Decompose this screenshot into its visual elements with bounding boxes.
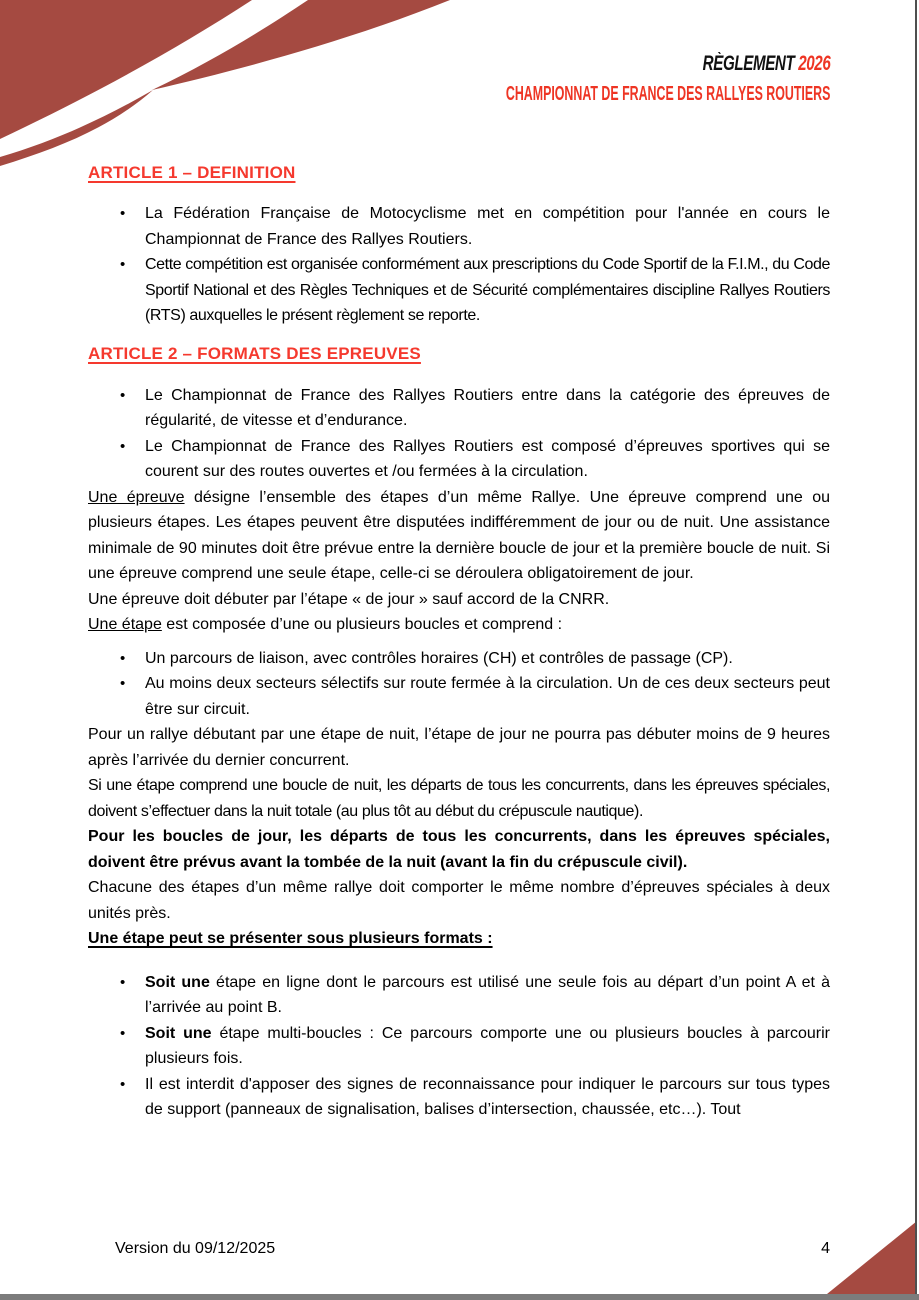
formats-bullet-list <box>88 970 830 1123</box>
list-item-rest: étape multi-boucles : Ce parcours comporte une ou plusieurs boucles à parcourir plusieurs fois. <box>145 1024 831 1067</box>
paragraph-etape <box>88 612 830 638</box>
list-item <box>88 970 830 1021</box>
list-item <box>88 252 830 329</box>
bold-lead: Soit une <box>145 973 210 991</box>
article-2-bullet-list <box>88 383 830 485</box>
championnat-subtitle: CHAMPIONNAT DE FRANCE DES RALLYES ROUTIERS <box>505 83 830 105</box>
etape-bullet-list <box>88 646 830 723</box>
list-item <box>88 201 830 252</box>
list-item-text: Le Championnat de France des Rallyes Routiers est composé d’épreuves sportives qui se courent sur des routes ouvertes et /ou fermées à la circulation. <box>145 437 830 480</box>
reglement-word: RÈGLEMENT <box>702 52 798 75</box>
version-label: Version du 09/12/2025 <box>115 1240 276 1257</box>
paragraph-epreuve <box>88 485 830 613</box>
paragraph-departs-jour-bold: Pour les boucles de jour, les départs de tous les concurrents, dans les épreuves spéciales, doivent être prévus avant la tombée de la nuit (avant la fin du crépuscule civil). <box>88 828 830 871</box>
formats-subheading: Une étape peut se présenter sous plusieurs formats : <box>88 930 493 947</box>
paragraph-chacune-etapes: Chacune des étapes d’un même rallye doit comporter le même nombre d’épreuves spéciales à deux unités près. <box>88 879 830 922</box>
etape-body-text: est composée d’une ou plusieurs boucles et comprend : <box>161 616 563 633</box>
bullet-dot: • <box>120 437 126 455</box>
list-item <box>88 671 830 722</box>
bullet-dot: • <box>120 649 126 667</box>
paragraph-rallye-nuit: Pour un rallye débutant par une étape de nuit, l’étape de jour ne pourra pas débuter moins de 9 heures après l’arrivée du dernier concurrent. <box>88 726 830 769</box>
corner-triangle-shape <box>827 1221 917 1294</box>
epreuve-body-text: désigne l’ensemble des étapes d’un même Rallye. Une épreuve comprend une ou plusieurs étapes. Les étapes peuvent être disputées indifféremment de jour ou de nuit. Une assistance minimale de 90 minutes doit être prévue entre la dernière boucle de jour et la première boucle de nuit. Si une épreuve comprend une seule étape, celle-ci se déroulera obligatoirement de jour. <box>88 488 830 582</box>
page-number: 4 <box>821 1240 830 1257</box>
document-body <box>88 0 830 1123</box>
article-2-heading: ARTICLE 2 – FORMATS DES EPREUVES <box>88 343 421 363</box>
etape-lead-underlined: Une étape <box>88 616 162 633</box>
list-item <box>88 1021 830 1072</box>
list-item-rest: étape en ligne dont le parcours est utilisé une seule fois au départ d’un point A et à l’arrivée au point B. <box>145 973 831 1016</box>
list-item <box>88 1072 830 1123</box>
list-item-text <box>145 1021 830 1072</box>
paragraph-departs-nuit: Si une étape comprend une boucle de nuit, les départs de tous les concurrents, dans les épreuves spéciales, doivent s’effectuer dans la nuit totale (au plus tôt au début du crépuscule nautique). <box>88 777 830 820</box>
bullet-dot: • <box>120 973 126 991</box>
list-item-text: Le Championnat de France des Rallyes Routiers entre dans la catégorie des épreuves de régularité, de vitesse et d’endurance. <box>145 386 830 429</box>
list-item-text: Un parcours de liaison, avec contrôles horaires (CH) et contrôles de passage (CP). <box>145 649 733 667</box>
list-item-text: La Fédération Française de Motocyclisme met en compétition pour l'année en cours le Championnat de France des Rallyes Routiers. <box>145 205 830 248</box>
bullet-dot: • <box>120 1075 126 1093</box>
reglement-year: 2026 <box>797 52 830 75</box>
list-item-text: Cette compétition est organisée conformément aux prescriptions du Code Sportif de la F.I.M., du Code Sportif National et des Règles Techniques et de Sécurité complémentaires discipline Rallyes Routiers (RTS) auxquelles le présent règlement se reporte. <box>145 256 830 324</box>
bold-lead: Soit une <box>145 1024 212 1042</box>
page-edge-bottom <box>0 1294 919 1300</box>
bullet-dot: • <box>120 1024 126 1042</box>
list-item-text: Au moins deux secteurs sélectifs sur route fermée à la circulation. Un de ces deux secteurs peut être sur circuit. <box>145 675 830 718</box>
epreuve-line2-text: Une épreuve doit débuter par l’étape « de jour » sauf accord de la CNRR. <box>88 590 610 608</box>
page-edge-right <box>915 0 917 1300</box>
bullet-dot: • <box>120 256 126 273</box>
list-item-text <box>145 970 830 1021</box>
list-item-text: Il est interdit d'apposer des signes de reconnaissance pour indiquer le parcours sur tous types de support (panneaux de signalisation, balises d’intersection, chaussée, etc…). Tout <box>145 1075 830 1118</box>
bullet-dot: • <box>120 386 126 404</box>
epreuve-lead-underlined: Une épreuve <box>88 488 185 506</box>
article-1-heading: ARTICLE 1 – DEFINITION <box>88 163 296 182</box>
list-item <box>88 434 830 485</box>
bullet-dot: • <box>120 205 126 222</box>
corner-triangle-graphic <box>827 1221 917 1294</box>
article-1-bullet-list <box>88 201 830 329</box>
list-item <box>88 383 830 434</box>
bullet-dot: • <box>120 675 126 692</box>
list-item <box>88 646 830 672</box>
